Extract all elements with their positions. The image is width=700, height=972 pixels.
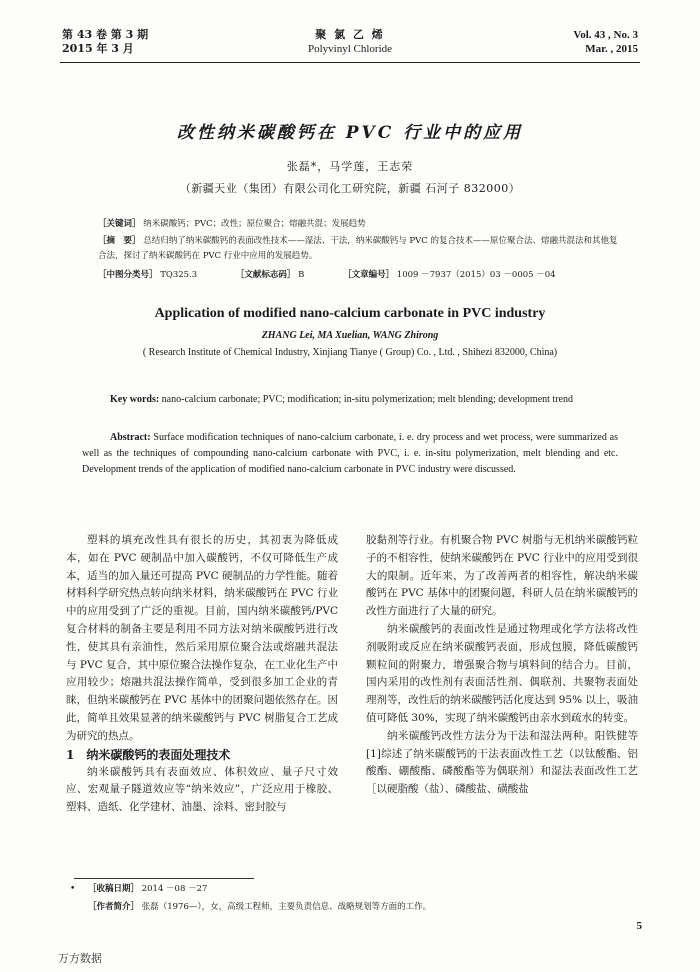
journal-volume-info-en — [573, 28, 638, 56]
body-column-right — [366, 532, 638, 799]
keywords-en-label: Key words: — [110, 394, 160, 405]
abstract-cn-text: 总结归纳了纳米碳酸钙的表面改性技术——湿法、干法，纳米碳酸钙与 PVC 的复合技术——原位聚合法、熔融共混法和其他复合法，探讨了纳米碳酸钙在 PVC 行业中应用的发展趋势。 — [98, 236, 618, 261]
abstract-en — [82, 430, 618, 478]
body-paragraph: 胶黏剂等行业。有机聚合物 PVC 树脂与无机纳米碳酸钙粒子的不相容性，使纳米碳酸钙在 PVC 行业中的应用受到很大的限制。近年来，为了改善两者的相容性，解决纳米碳酸钙在 PVC 基体中的团聚问题，科研人员在纳米碳酸钙的改性方面进行了大量的研究。 — [366, 534, 638, 618]
doc-code-field — [236, 270, 322, 280]
author-bio-note — [88, 900, 628, 914]
issue-date-en: Mar. , 2015 — [585, 43, 638, 55]
authors-en: ZHANG Lei, MA Xuelian, WANG Zhirong — [261, 330, 439, 341]
footnote-bullet-icon: • — [70, 884, 76, 894]
article-title-cn: 改性纳米碳酸钙在 PVC 行业中的应用 — [176, 123, 524, 143]
header-divider — [60, 62, 640, 63]
clc-field — [98, 270, 215, 280]
journal-name-en: Polyvinyl Chloride — [307, 43, 393, 55]
received-date: 2014 －08 －27 — [141, 884, 208, 894]
affiliation-en: ( Research Institute of Chemical Industry, Xinjiang Tianye ( Group) Co. , Ltd. , Shihezi 832000, China) — [142, 347, 558, 358]
received-date-note — [88, 882, 628, 896]
affiliation-cn: （新疆天业（集团）有限公司化工研究院，新疆 石河子 832000） — [179, 182, 521, 195]
keywords-en-text: nano-calcium carbonate; PVC; modification; in-situ polymerization; melt blending; development trend — [159, 394, 573, 405]
article-title-en: Application of modified nano-calcium carbonate in PVC industry — [154, 306, 546, 321]
body-paragraph: 纳米碳酸钙具有表面效应、体积效应、量子尺寸效应、宏观量子隧道效应等“纳米效应”，广泛应用于橡胶、塑料、造纸、化学建材、油墨、涂料、密封胶与 — [66, 765, 338, 814]
issue-date-cn: 2015 年 3 月 — [62, 42, 134, 55]
journal-volume-info — [62, 28, 148, 56]
volume-issue: 第 43 卷 第 3 期 — [62, 28, 149, 41]
abstract-en-label: Abstract: — [110, 432, 151, 443]
article-no-label: ［文章编号］ — [343, 270, 395, 280]
keywords-cn — [98, 217, 618, 232]
abstract-cn-label: ［摘 要］ — [98, 236, 141, 246]
page-number: 5 — [636, 920, 642, 932]
authors-cn: 张磊*，马学莲，王志荣 — [286, 160, 414, 173]
article-no-field — [343, 270, 573, 280]
doc-code-value: B — [298, 270, 305, 280]
keywords-en — [82, 392, 618, 408]
received-label: ［收稿日期］ — [88, 884, 140, 894]
body-column-left — [66, 532, 338, 817]
volume-issue-en: Vol. 43 , No. 3 — [573, 29, 638, 41]
body-paragraph: 纳米碳酸钙的表面改性是通过物理或化学方法将改性剂吸附或反应在纳米碳酸钙表面，形成包膜，降低碳酸钙颗粒间的附聚力，增强聚合物与填料间的结合力。目前，国内采用的改性剂有表面活性剂、偶联剂、共聚物表面处理剂等，改性后的纳米碳酸钙活化度达到 95% 以上，吸油值可降低 30%，实现了纳米碳酸钙由亲水到疏水的转变。 — [366, 622, 638, 724]
abstract-en-text: Surface modification techniques of nano-calcium carbonate, i. e. dry process and wet process, were summarized as well as the techniques of compounding nano-calcium carbonate with PVC, i. e. in-situ polymerization, melt blending and etc. Development trends of the application of modified nano-calcium carbonate in PVC industry were discussed. — [82, 432, 618, 475]
footnote-divider — [74, 878, 254, 879]
author-bio-label: ［作者简介］ — [88, 902, 140, 912]
doc-code-label: ［文献标志码］ — [235, 270, 296, 280]
keywords-cn-label: ［关键词］ — [98, 219, 141, 229]
section-heading: 1 纳米碳酸钙的表面处理技术 — [66, 747, 231, 762]
article-no-value: 1009 －7937（2015）03 －0005 －04 — [396, 270, 556, 280]
author-bio: 张磊（1976—），女，高级工程师，主要负责信息、战略规划等方面的工作。 — [141, 902, 432, 912]
keywords-cn-text: 纳米碳酸钙；PVC；改性；原位聚合；熔融共混；发展趋势 — [143, 219, 366, 229]
clc-value: TQ325.3 — [160, 270, 198, 280]
journal-name-cn: 聚 氯 乙 烯 — [315, 28, 385, 41]
classification-line — [98, 268, 618, 283]
journal-name — [250, 28, 450, 56]
body-paragraph: 塑料的填充改性具有很长的历史，其初衷为降低成本，如在 PVC 硬制品中加入碳酸钙，不仅可降低生产成本，适当的加入量还可提高 PVC 硬制品的力学性能。随着材料科学研究热点转向纳米材料，纳米碳酸钙在 PVC 行业中的应用受到了广泛的重视。目前，国内纳米碳酸钙/PVC 复合材料的制备主要是利用不同方法对纳米碳酸钙进行改性，使其具有亲油性，然后采用原位聚合法或熔融共混法与 PVC 复合，其中原位聚合法操作复杂，在工业化生产中应用较少；熔融共混法操作简单，受到很多加工企业的青睐，但纳米碳酸钙在 PVC 基体中的团聚问题依然存在。因此，简单且效果显著的纳米碳酸钙与 PVC 树脂复合工艺成为研究的热点。 — [66, 534, 338, 742]
clc-label: ［中图分类号］ — [98, 270, 158, 280]
abstract-cn — [98, 234, 618, 264]
body-paragraph: 纳米碳酸钙改性方法分为干法和湿法两种。阳铁健等[1]综述了纳米碳酸钙的干法表面改性工艺（以钛酸酯、铝酸酯、硼酸酯、磷酸酯等为偶联剂）和湿法表面改性工艺［以硬脂酸（盐）、磷酸盐、磺酸盐 — [366, 729, 638, 796]
watermark: 万方数据 — [58, 952, 102, 965]
